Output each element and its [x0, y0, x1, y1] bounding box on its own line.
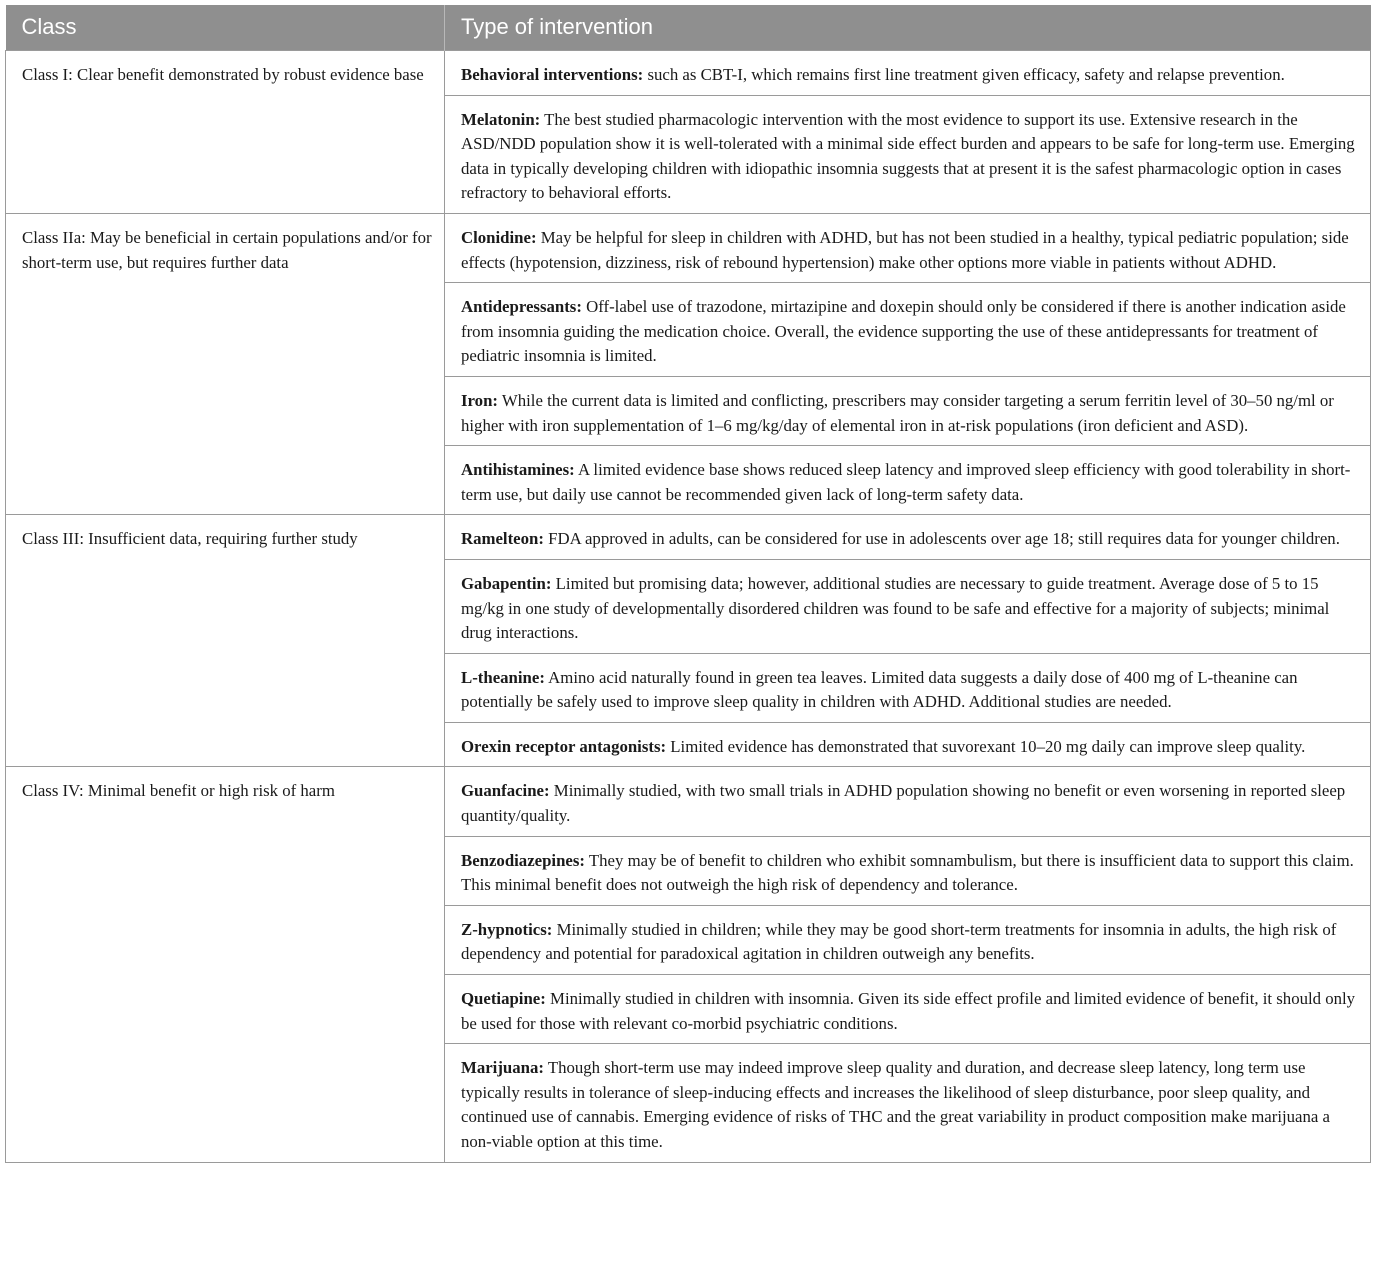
intervention-text: May be helpful for sleep in children with ADHD, but has not been studied in a healthy, typical pediatric population; side effects (hypotension, dizziness, risk of rebound hypertension) make other options more viable in patients without ADHD.	[461, 227, 1349, 272]
intervention-name: Ramelteon:	[461, 529, 544, 549]
class-cell: Class IV: Minimal benefit or high risk of harm	[6, 767, 445, 1162]
header-row	[6, 5, 1371, 51]
class-cell: Class I: Clear benefit demonstrated by robust evidence base	[6, 51, 445, 214]
intervention-cell	[445, 767, 1371, 836]
intervention-text: While the current data is limited and conflicting, prescribers may consider targeting a serum ferritin level of 30–50 ng/ml or higher with iron supplementation of 1–6 mg/kg/day of elemental iron in at-risk populations (iron deficient and ASD).	[461, 390, 1334, 435]
intervention-text: such as CBT-I, which remains first line treatment given efficacy, safety and relapse prevention.	[643, 65, 1285, 84]
intervention-name: Gabapentin:	[461, 573, 552, 593]
intervention-name: Iron:	[461, 390, 498, 410]
intervention-text: Limited but promising data; however, additional studies are necessary to guide treatment. Average dose of 5 to 15 mg/kg in one study of developmentally disordered children was found to be safe and effective for a majority of subjects; minimal drug interactions.	[461, 573, 1330, 643]
class-cell: Class IIa: May be beneficial in certain populations and/or for short-term use, but requires further data	[6, 213, 445, 514]
intervention-name: Antihistamines:	[461, 460, 575, 480]
intervention-cell	[445, 905, 1371, 974]
header-class: Class	[6, 5, 445, 51]
intervention-cell	[445, 446, 1371, 515]
intervention-name: Melatonin:	[461, 109, 541, 129]
table-row	[6, 213, 1371, 282]
intervention-cell	[445, 975, 1371, 1044]
intervention-text: FDA approved in adults, can be considered for use in adolescents over age 18; still requires data for younger children.	[543, 529, 1340, 549]
intervention-name: Antidepressants:	[461, 297, 582, 317]
intervention-name: Orexin receptor antagonists:	[461, 736, 667, 756]
intervention-text: Though short-term use may indeed improve sleep quality and duration, and decrease sleep latency, long term use typically results in tolerance of sleep-inducing effects and increases the likelihood of sleep disturbance, poor sleep quality, and continued use of cannabis. Emerging evidence of risks of THC and the great variability in product composition make marijuana a non-viable option at this time.	[461, 1058, 1330, 1151]
intervention-text: A limited evidence base shows reduced sleep latency and improved sleep efficiency with good tolerability in short-term use, but daily use cannot be recommended given lack of long-term safety data.	[461, 460, 1351, 504]
intervention-name: Guanfacine:	[461, 781, 550, 801]
intervention-text: Minimally studied in children with insomnia. Given its side effect profile and limited evidence of benefit, it should only be used for those with relevant co-morbid psychiatric conditions.	[461, 989, 1356, 1033]
intervention-cell	[445, 213, 1371, 282]
table-row	[6, 767, 1371, 836]
intervention-text: They may be of benefit to children who exhibit somnambulism, but there is insufficient data to support this claim. This minimal benefit does not outweigh the high risk of dependency and tolerance.	[461, 850, 1354, 895]
intervention-text: Minimally studied, with two small trials in ADHD population showing no benefit or even worsening in reported sleep quantity/quality.	[461, 781, 1346, 826]
intervention-cell	[445, 515, 1371, 560]
header-intervention: Type of intervention	[445, 5, 1371, 51]
intervention-name: Behavioral interventions:	[461, 65, 644, 84]
intervention-text: Minimally studied in children; while they may be good short-term treatments for insomnia in adults, the high risk of dependency and potential for paradoxical agitation in children outweigh any benefits.	[461, 919, 1337, 964]
intervention-cell	[445, 51, 1371, 96]
intervention-name: Clonidine:	[461, 227, 537, 247]
table-row	[6, 51, 1371, 96]
intervention-name: Z-hypnotics:	[461, 919, 553, 939]
intervention-cell	[445, 1044, 1371, 1162]
intervention-cell	[445, 559, 1371, 653]
intervention-text: Amino acid naturally found in green tea leaves. Limited data suggests a daily dose of 400 mg of L-theanine can potentially be safely used to improve sleep quality in children with ADHD. Additional studies are needed.	[461, 667, 1298, 712]
intervention-name: Marijuana:	[461, 1058, 544, 1078]
intervention-name: Quetiapine:	[461, 989, 546, 1009]
intervention-cell	[445, 95, 1371, 213]
intervention-cell	[445, 722, 1371, 767]
intervention-text: Limited evidence has demonstrated that suvorexant 10–20 mg daily can improve sleep quality.	[666, 736, 1306, 756]
intervention-cell	[445, 376, 1371, 445]
intervention-name: Benzodiazepines:	[461, 850, 585, 870]
intervention-name: L-theanine:	[461, 667, 545, 687]
intervention-cell	[445, 836, 1371, 905]
intervention-text: The best studied pharmacologic intervention with the most evidence to support its use. Extensive research in the ASD/NDD population show it is well-tolerated with a minimal side effect burden and appears to be safe for long-term use. Emerging data in typically developing children with idiopathic insomnia suggests that at present it is the safest pharmacologic option in cases refractory to behavioral efforts.	[461, 109, 1355, 203]
intervention-text: Off-label use of trazodone, mirtazipine and doxepin should only be considered if there is another indication aside from insomnia guiding the medication choice. Overall, the evidence supporting the use of these antidepressants for treatment of pediatric insomnia is limited.	[461, 297, 1346, 366]
intervention-cell	[445, 283, 1371, 377]
intervention-table	[5, 5, 1371, 1163]
table-row	[6, 515, 1371, 560]
class-cell: Class III: Insufficient data, requiring further study	[6, 515, 445, 767]
intervention-cell	[445, 653, 1371, 722]
